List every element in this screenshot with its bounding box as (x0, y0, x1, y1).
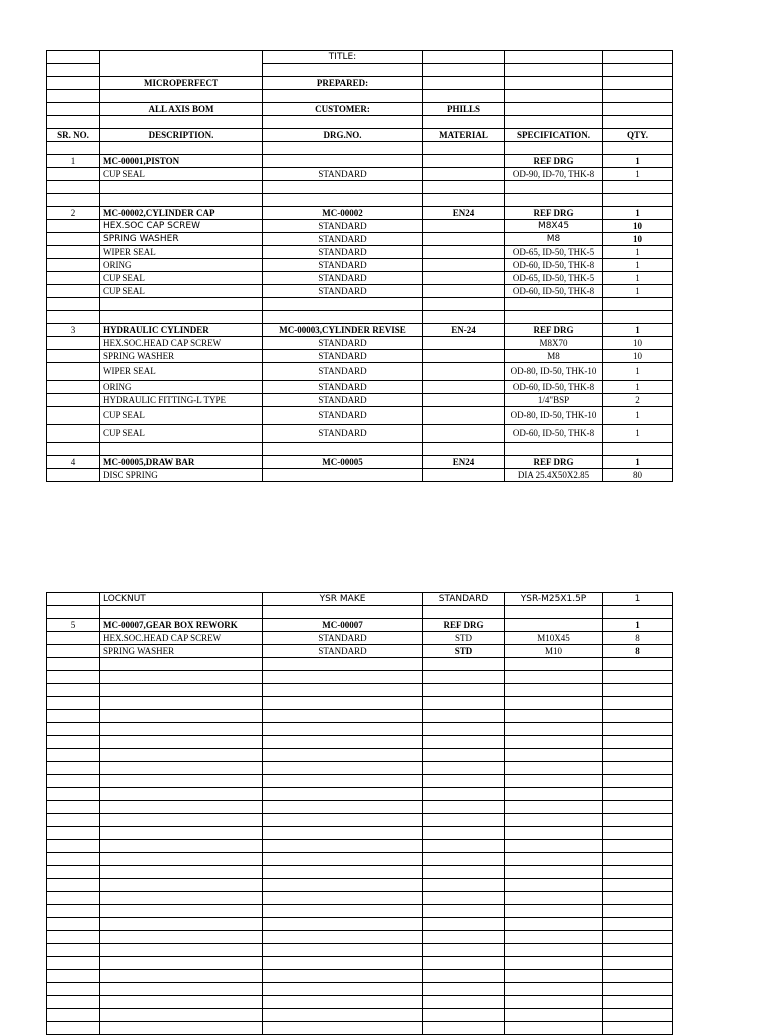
part-row (47, 632, 673, 645)
specification-cell: REF DRG (505, 324, 603, 337)
qty-cell: 1 (603, 324, 673, 337)
qty-cell: 1 (603, 207, 673, 220)
description-cell: CUP SEAL (100, 407, 263, 425)
description-cell: MC-00005,DRAW BAR (100, 456, 263, 469)
sr-no-cell: 4 (47, 456, 100, 469)
description-cell: HEX.SOC CAP SCREW (100, 220, 263, 233)
blank-row (47, 723, 673, 736)
blank-row (47, 983, 673, 996)
drg-no-cell (263, 469, 423, 482)
sr-no-cell (47, 425, 100, 443)
sr-no-cell (47, 407, 100, 425)
material-cell (423, 381, 505, 394)
blank-row (47, 762, 673, 775)
description-cell: LOCKNUT (100, 593, 263, 606)
assembly-row (47, 324, 673, 337)
drg-no-cell: STANDARD (263, 220, 423, 233)
blank-row (47, 658, 673, 671)
sr-no-cell (47, 632, 100, 645)
sr-no-cell (47, 168, 100, 181)
sr-no-cell (47, 593, 100, 606)
material-cell: REF DRG (423, 619, 505, 632)
drg-no-cell: STANDARD (263, 632, 423, 645)
blank-row (47, 788, 673, 801)
description-cell: WIPER SEAL (100, 363, 263, 381)
description-cell: HEX.SOC.HEAD CAP SCREW (100, 632, 263, 645)
drg-no-cell (263, 155, 423, 168)
description-cell: DISC SPRING (100, 469, 263, 482)
blank-row (47, 892, 673, 905)
description-cell: SPRING WASHER (100, 350, 263, 363)
material-cell (423, 350, 505, 363)
assembly-row (47, 207, 673, 220)
col-header-qty: QTY. (603, 129, 673, 142)
customer-label: CUSTOMER: (263, 103, 423, 116)
specification-cell: OD-65, ID-50, THK-5 (505, 246, 603, 259)
sr-no-cell (47, 350, 100, 363)
specification-cell: M8X70 (505, 337, 603, 350)
customer-name: PHILLS (423, 103, 505, 116)
qty-cell: 10 (603, 220, 673, 233)
blank-row (47, 606, 673, 619)
sr-no-cell: 2 (47, 207, 100, 220)
drg-no-cell: MC-00007 (263, 619, 423, 632)
specification-cell: OD-60, ID-50, THK-8 (505, 259, 603, 272)
sr-no-cell (47, 246, 100, 259)
description-cell: ORING (100, 381, 263, 394)
qty-cell: 1 (603, 407, 673, 425)
blank-row (47, 944, 673, 957)
part-row (47, 469, 673, 482)
qty-cell: 10 (603, 337, 673, 350)
drg-no-cell: MC-00003,CYLINDER REVISE (263, 324, 423, 337)
drg-no-cell: STANDARD (263, 645, 423, 658)
part-row (47, 381, 673, 394)
sr-no-cell (47, 381, 100, 394)
drg-no-cell: STANDARD (263, 285, 423, 298)
description-cell: CUP SEAL (100, 168, 263, 181)
blank-row (47, 1009, 673, 1022)
drg-no-cell: STANDARD (263, 272, 423, 285)
blank-row (47, 749, 673, 762)
material-cell: EN-24 (423, 324, 505, 337)
part-row (47, 272, 673, 285)
part-row (47, 425, 673, 443)
material-cell (423, 469, 505, 482)
drg-no-cell: MC-00005 (263, 456, 423, 469)
blank-row (47, 298, 673, 311)
assembly-row (47, 155, 673, 168)
sr-no-cell: 1 (47, 155, 100, 168)
material-cell: STANDARD (423, 593, 505, 606)
drg-no-cell: STANDARD (263, 233, 423, 246)
description-cell: CUP SEAL (100, 272, 263, 285)
blank-row (47, 181, 673, 194)
bom-rows-page-2 (47, 593, 673, 1035)
col-header-sr-no: SR. NO. (47, 129, 100, 142)
blank-row (47, 996, 673, 1009)
specification-cell: 1/4"BSP (505, 394, 603, 407)
description-cell: MC-00001,PISTON (100, 155, 263, 168)
material-cell (423, 337, 505, 350)
material-cell (423, 155, 505, 168)
sr-no-cell (47, 272, 100, 285)
col-header-specification: SPECIFICATION. (505, 129, 603, 142)
specification-cell: OD-90, ID-70, THK-8 (505, 168, 603, 181)
qty-cell: 1 (603, 456, 673, 469)
specification-cell: DIA 25.4X50X2.85 (505, 469, 603, 482)
sr-no-cell: 5 (47, 619, 100, 632)
drg-no-cell: STANDARD (263, 337, 423, 350)
blank-row (47, 931, 673, 944)
blank-row (47, 879, 673, 892)
material-cell (423, 246, 505, 259)
blank-row (47, 840, 673, 853)
drg-no-cell: STANDARD (263, 350, 423, 363)
specification-cell (505, 619, 603, 632)
qty-cell: 1 (603, 246, 673, 259)
prepared-label: PREPARED: (263, 77, 423, 90)
drg-no-cell: STANDARD (263, 259, 423, 272)
blank-row (47, 827, 673, 840)
description-cell: CUP SEAL (100, 285, 263, 298)
specification-cell: REF DRG (505, 456, 603, 469)
part-row (47, 337, 673, 350)
column-header-row (47, 129, 673, 142)
specification-cell: REF DRG (505, 207, 603, 220)
specification-cell: OD-60, ID-50, THK-8 (505, 425, 603, 443)
specification-cell: M10X45 (505, 632, 603, 645)
material-cell (423, 168, 505, 181)
drg-no-cell: STANDARD (263, 407, 423, 425)
col-header-drg-no: DRG.NO. (263, 129, 423, 142)
material-cell (423, 363, 505, 381)
description-cell: SPRING WASHER (100, 645, 263, 658)
qty-cell: 1 (603, 168, 673, 181)
description-cell: HYDRAULIC CYLINDER (100, 324, 263, 337)
sr-no-cell (47, 645, 100, 658)
specification-cell: OD-60, ID-50, THK-8 (505, 285, 603, 298)
drg-no-cell: STANDARD (263, 168, 423, 181)
specification-cell: M8 (505, 350, 603, 363)
description-cell: MC-00002,CYLINDER CAP (100, 207, 263, 220)
specification-cell: OD-65, ID-50, THK-5 (505, 272, 603, 285)
blank-row (47, 775, 673, 788)
specification-cell: YSR-M25X1.5P (505, 593, 603, 606)
part-row (47, 363, 673, 381)
drg-no-cell: STANDARD (263, 394, 423, 407)
part-row (47, 259, 673, 272)
blank-row (47, 311, 673, 324)
sr-no-cell (47, 285, 100, 298)
bom-sheet-page-1 (46, 50, 673, 482)
blank-row (47, 684, 673, 697)
specification-cell: M8 (505, 233, 603, 246)
specification-cell: M10 (505, 645, 603, 658)
material-cell (423, 394, 505, 407)
title-label: TITLE: (263, 51, 423, 64)
bom-name: ALL AXIS BOM (100, 103, 263, 116)
qty-cell: 1 (603, 155, 673, 168)
material-cell (423, 220, 505, 233)
sr-no-cell (47, 363, 100, 381)
part-row (47, 285, 673, 298)
blank-row (47, 443, 673, 456)
qty-cell: 1 (603, 272, 673, 285)
qty-cell: 8 (603, 645, 673, 658)
blank-row (47, 736, 673, 749)
blank-row (47, 194, 673, 207)
part-row (47, 394, 673, 407)
sr-no-cell (47, 259, 100, 272)
blank-row (47, 697, 673, 710)
part-row (47, 233, 673, 246)
specification-cell: REF DRG (505, 155, 603, 168)
qty-cell: 1 (603, 619, 673, 632)
material-cell (423, 285, 505, 298)
description-cell: ORING (100, 259, 263, 272)
part-row (47, 220, 673, 233)
blank-row (47, 853, 673, 866)
drg-no-cell: STANDARD (263, 425, 423, 443)
description-cell: HYDRAULIC FITTING-L TYPE (100, 394, 263, 407)
assembly-row (47, 456, 673, 469)
qty-cell: 1 (603, 425, 673, 443)
part-row (47, 407, 673, 425)
blank-row (47, 970, 673, 983)
material-cell: EN24 (423, 456, 505, 469)
material-cell (423, 233, 505, 246)
material-cell (423, 407, 505, 425)
material-cell (423, 259, 505, 272)
description-cell: MC-00007,GEAR BOX REWORK (100, 619, 263, 632)
qty-cell: 1 (603, 593, 673, 606)
qty-cell: 2 (603, 394, 673, 407)
col-header-material: MATERIAL (423, 129, 505, 142)
description-cell: HEX.SOC.HEAD CAP SCREW (100, 337, 263, 350)
drg-no-cell: STANDARD (263, 363, 423, 381)
sr-no-cell (47, 469, 100, 482)
qty-cell: 10 (603, 350, 673, 363)
description-cell: WIPER SEAL (100, 246, 263, 259)
material-cell (423, 272, 505, 285)
qty-cell: 80 (603, 469, 673, 482)
blank-row (47, 918, 673, 931)
assembly-row (47, 619, 673, 632)
qty-cell: 1 (603, 363, 673, 381)
material-cell (423, 425, 505, 443)
sr-no-cell: 3 (47, 324, 100, 337)
qty-cell: 1 (603, 381, 673, 394)
part-row (47, 593, 673, 606)
part-row (47, 645, 673, 658)
blank-row (47, 957, 673, 970)
blank-row (47, 814, 673, 827)
specification-cell: OD-80, ID-50, THK-10 (505, 363, 603, 381)
part-row (47, 168, 673, 181)
material-cell: EN24 (423, 207, 505, 220)
qty-cell: 10 (603, 233, 673, 246)
drg-no-cell: STANDARD (263, 246, 423, 259)
specification-cell: M8X45 (505, 220, 603, 233)
blank-row (47, 671, 673, 684)
blank-row (47, 905, 673, 918)
specification-cell: OD-80, ID-50, THK-10 (505, 407, 603, 425)
description-cell: CUP SEAL (100, 425, 263, 443)
sr-no-cell (47, 220, 100, 233)
drg-no-cell: MC-00002 (263, 207, 423, 220)
company-name: MICROPERFECT (100, 77, 263, 90)
bom-rows (47, 155, 673, 482)
col-header-description: DESCRIPTION. (100, 129, 263, 142)
drg-no-cell: STANDARD (263, 381, 423, 394)
specification-cell: OD-60, ID-50, THK-8 (505, 381, 603, 394)
qty-cell: 1 (603, 285, 673, 298)
part-row (47, 350, 673, 363)
blank-row (47, 866, 673, 879)
blank-row (47, 1022, 673, 1035)
blank-row (47, 710, 673, 723)
bom-sheet-page-2 (46, 592, 673, 1035)
material-cell: STD (423, 632, 505, 645)
part-row (47, 246, 673, 259)
sr-no-cell (47, 394, 100, 407)
description-cell: SPRING WASHER (100, 233, 263, 246)
material-cell: STD (423, 645, 505, 658)
sr-no-cell (47, 233, 100, 246)
qty-cell: 1 (603, 259, 673, 272)
sr-no-cell (47, 337, 100, 350)
drg-no-cell: YSR MAKE (263, 593, 423, 606)
qty-cell: 8 (603, 632, 673, 645)
blank-row (47, 801, 673, 814)
